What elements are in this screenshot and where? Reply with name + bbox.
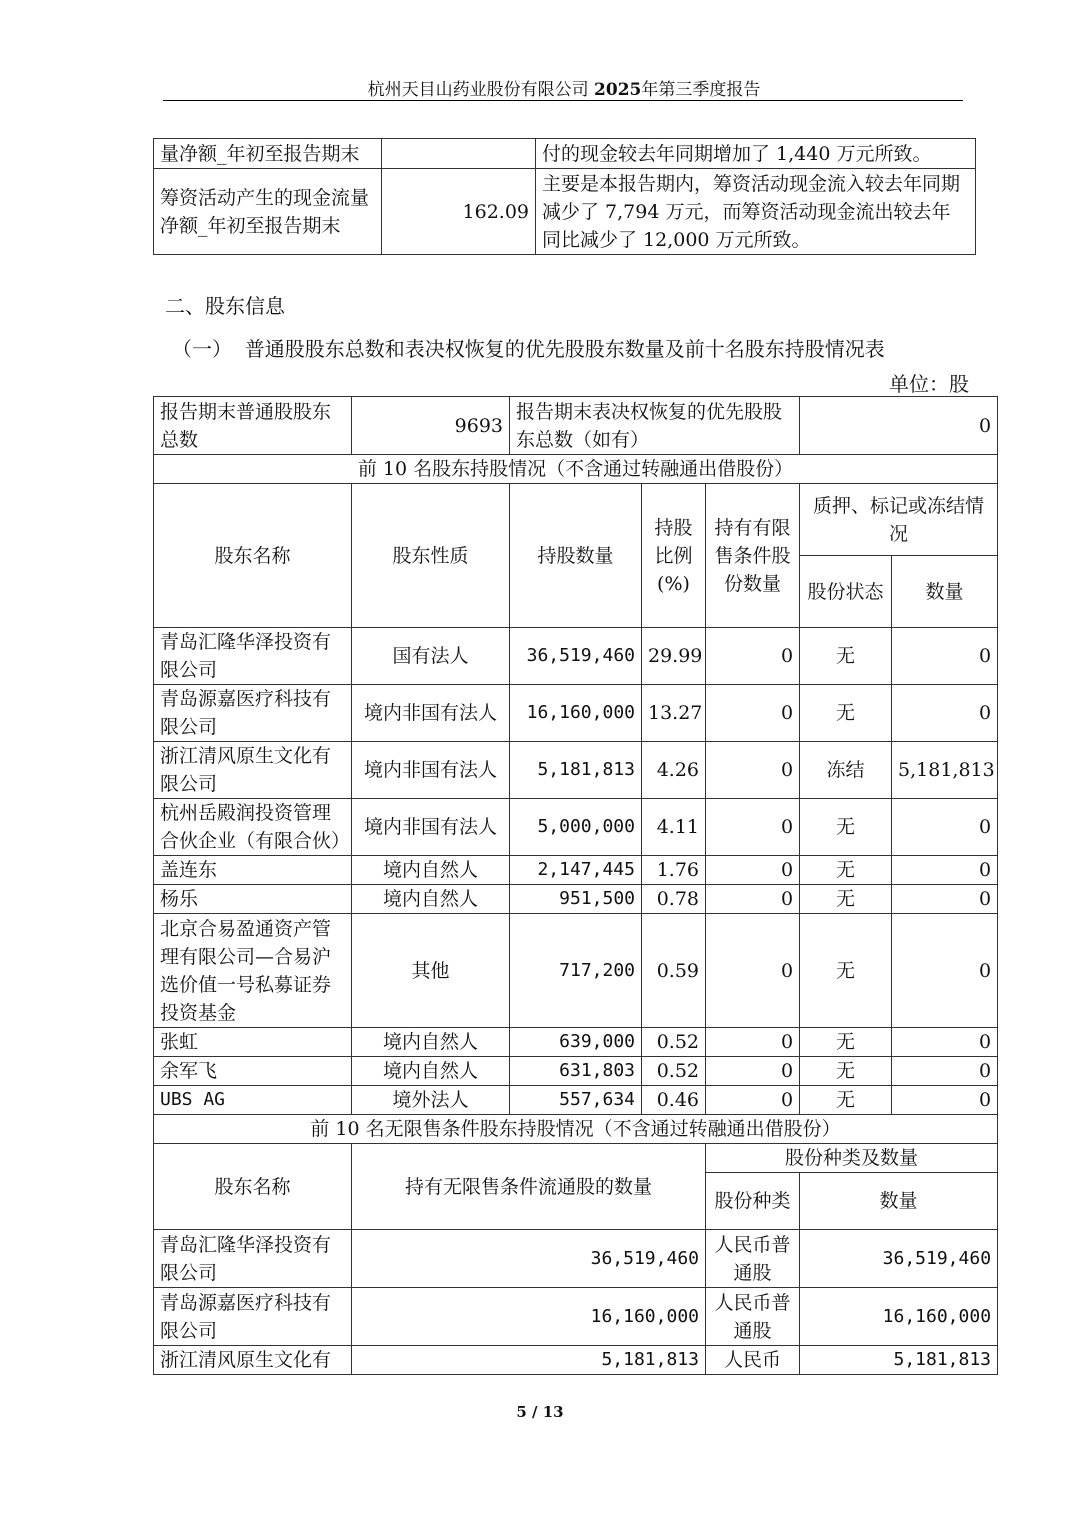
- table-row: [154, 799, 998, 856]
- holder-nature: 境内自然人: [352, 1028, 510, 1057]
- table-row: [154, 856, 998, 885]
- section-title: 二、股东信息: [165, 294, 285, 318]
- total-pages: 13: [542, 1403, 564, 1421]
- holder-shares: 36,519,460: [510, 628, 642, 685]
- holder-status: 无: [800, 885, 892, 914]
- holder-status: 无: [800, 1086, 892, 1115]
- holder-shares: 951,500: [510, 885, 642, 914]
- cashflow-value: [382, 139, 536, 169]
- col-header-ratio: 持股比例(%): [642, 484, 706, 628]
- top10-title: 前 10 名股东持股情况（不含通过转融通出借股份）: [154, 455, 998, 484]
- holder-ratio: 4.26: [642, 742, 706, 799]
- holder-nature: 境外法人: [352, 1086, 510, 1115]
- header-suffix: 年第三季度报告: [641, 80, 761, 100]
- holder-qty: 0: [892, 1028, 998, 1057]
- holder-name: 杭州岳殿润投资管理合伙企业（有限合伙）: [154, 799, 352, 856]
- holder-qty: 0: [892, 885, 998, 914]
- table-row: [154, 1230, 998, 1288]
- cashflow-label: 量净额_年初至报告期末: [154, 139, 382, 169]
- table-row: [154, 1288, 998, 1346]
- holder-qty: 0: [892, 856, 998, 885]
- table-row: [154, 914, 998, 1028]
- common-holders-value: 9693: [352, 397, 510, 455]
- holder-status: 无: [800, 628, 892, 685]
- holder-shares: 639,000: [510, 1028, 642, 1057]
- col-header-pledge: 质押、标记或冻结情况: [800, 484, 998, 556]
- table-row: [154, 1057, 998, 1086]
- holder-ratio: 0.52: [642, 1057, 706, 1086]
- header-company: 杭州天目山药业股份有限公司: [367, 80, 589, 100]
- table-row: [154, 1346, 998, 1375]
- holder-ratio: 4.11: [642, 799, 706, 856]
- holder-nature: 境内自然人: [352, 1057, 510, 1086]
- holder-restricted: 0: [706, 685, 800, 742]
- unr-header-qty: 数量: [800, 1173, 998, 1230]
- holder-ratio: 29.99: [642, 628, 706, 685]
- table-row: [154, 1028, 998, 1057]
- unr-holder-qty: 16,160,000: [800, 1288, 998, 1346]
- holder-name: 青岛源嘉医疗科技有限公司: [154, 685, 352, 742]
- table-row: [154, 742, 998, 799]
- unr-holder-qty: 36,519,460: [800, 1230, 998, 1288]
- holder-name: 余军飞: [154, 1057, 352, 1086]
- holder-restricted: 0: [706, 1086, 800, 1115]
- table-row: [154, 1086, 998, 1115]
- subtitle-number: （一）: [172, 337, 232, 361]
- holder-qty: 5,181,813: [892, 742, 998, 799]
- holder-ratio: 0.78: [642, 885, 706, 914]
- unr-holder-name: 青岛源嘉医疗科技有限公司: [154, 1288, 352, 1346]
- unr-holder-name: 青岛汇隆华泽投资有限公司: [154, 1230, 352, 1288]
- header-rule: [163, 100, 963, 101]
- current-page: 5: [516, 1403, 527, 1421]
- section-row: [154, 1115, 998, 1144]
- col-header-name: 股东名称: [154, 484, 352, 628]
- holder-ratio: 0.52: [642, 1028, 706, 1057]
- holder-status: 冻结: [800, 742, 892, 799]
- holder-name: UBS AG: [154, 1086, 352, 1115]
- col-header-shares: 持股数量: [510, 484, 642, 628]
- shareholder-table: [153, 396, 998, 1375]
- holder-shares: 5,000,000: [510, 799, 642, 856]
- holder-restricted: 0: [706, 628, 800, 685]
- table-row: [154, 685, 998, 742]
- unr-holder-count: 5,181,813: [352, 1346, 706, 1375]
- col-header-nature: 股东性质: [352, 484, 510, 628]
- unr-holder-type: 人民币普通股: [706, 1230, 800, 1288]
- table-row: [154, 139, 976, 169]
- unr-holder-type: 人民币: [706, 1346, 800, 1375]
- holder-status: 无: [800, 1028, 892, 1057]
- holder-restricted: 0: [706, 742, 800, 799]
- unr-holder-name: 浙江清风原生文化有: [154, 1346, 352, 1375]
- col-header-restricted: 持有有限售条件股份数量: [706, 484, 800, 628]
- col-header-qty: 数量: [892, 556, 998, 628]
- holder-ratio: 0.46: [642, 1086, 706, 1115]
- holder-restricted: 0: [706, 1057, 800, 1086]
- subtitle-text: 普通股股东总数和表决权恢复的优先股股东数量及前十名股东持股情况表: [244, 337, 885, 361]
- holder-name: 青岛汇隆华泽投资有限公司: [154, 628, 352, 685]
- holder-nature: 其他: [352, 914, 510, 1028]
- cashflow-label: 筹资活动产生的现金流量净额_年初至报告期末: [154, 169, 382, 255]
- section-row: [154, 455, 998, 484]
- unit-label: 单位：股: [889, 372, 969, 396]
- holder-shares: 557,634: [510, 1086, 642, 1115]
- cashflow-reason: 主要是本报告期内，筹资活动现金流入较去年同期减少了 7,794 万元，而筹资活动现金流出较去年同比减少了 12,000 万元所致。: [536, 169, 976, 255]
- cashflow-table: [153, 138, 976, 255]
- holder-qty: 0: [892, 1086, 998, 1115]
- holder-ratio: 13.27: [642, 685, 706, 742]
- holder-name: 北京合易盈通资产管理有限公司—合易沪选价值一号私募证券投资基金: [154, 914, 352, 1028]
- holder-nature: 境内非国有法人: [352, 742, 510, 799]
- unr-header-type-group: 股份种类及数量: [706, 1144, 998, 1173]
- holder-restricted: 0: [706, 1028, 800, 1057]
- unr-holder-count: 36,519,460: [352, 1230, 706, 1288]
- holder-name: 浙江清风原生文化有限公司: [154, 742, 352, 799]
- holder-nature: 境内非国有法人: [352, 685, 510, 742]
- page-number: 5 / 13: [516, 1403, 564, 1421]
- section-subtitle: [172, 333, 885, 362]
- page-header: [165, 75, 963, 100]
- preferred-holders-value: 0: [800, 397, 998, 455]
- holder-nature: 境内自然人: [352, 885, 510, 914]
- holder-nature: 国有法人: [352, 628, 510, 685]
- holder-qty: 0: [892, 685, 998, 742]
- summary-row: [154, 397, 998, 455]
- unr-header-name: 股东名称: [154, 1144, 352, 1230]
- table-row: [154, 628, 998, 685]
- common-holders-label: 报告期末普通股股东总数: [154, 397, 352, 455]
- holder-status: 无: [800, 856, 892, 885]
- holder-shares: 5,181,813: [510, 742, 642, 799]
- holder-restricted: 0: [706, 856, 800, 885]
- table-row: [154, 885, 998, 914]
- unr-header-count: 持有无限售条件流通股的数量: [352, 1144, 706, 1230]
- unrestricted-title: 前 10 名无限售条件股东持股情况（不含通过转融通出借股份）: [154, 1115, 998, 1144]
- unr-holder-qty: 5,181,813: [800, 1346, 998, 1375]
- holder-status: 无: [800, 1057, 892, 1086]
- unr-holder-type: 人民币普通股: [706, 1288, 800, 1346]
- holder-name: 杨乐: [154, 885, 352, 914]
- holder-status: 无: [800, 685, 892, 742]
- holder-status: 无: [800, 914, 892, 1028]
- holder-status: 无: [800, 799, 892, 856]
- header-row: [154, 484, 998, 556]
- holder-restricted: 0: [706, 799, 800, 856]
- cashflow-reason: 付的现金较去年同期增加了 1,440 万元所致。: [536, 139, 976, 169]
- unr-header-type: 股份种类: [706, 1173, 800, 1230]
- preferred-holders-label: 报告期末表决权恢复的优先股股东总数（如有）: [510, 397, 800, 455]
- holder-ratio: 0.59: [642, 914, 706, 1028]
- col-header-status: 股份状态: [800, 556, 892, 628]
- holder-name: 张虹: [154, 1028, 352, 1057]
- holder-qty: 0: [892, 799, 998, 856]
- holder-qty: 0: [892, 628, 998, 685]
- holder-qty: 0: [892, 1057, 998, 1086]
- holder-ratio: 1.76: [642, 856, 706, 885]
- holder-shares: 717,200: [510, 914, 642, 1028]
- holder-restricted: 0: [706, 914, 800, 1028]
- header-row: [154, 1144, 998, 1173]
- holder-shares: 16,160,000: [510, 685, 642, 742]
- header-year: 2025: [594, 80, 642, 100]
- holder-nature: 境内自然人: [352, 856, 510, 885]
- holder-name: 盖连东: [154, 856, 352, 885]
- holder-restricted: 0: [706, 885, 800, 914]
- holder-qty: 0: [892, 914, 998, 1028]
- unr-holder-count: 16,160,000: [352, 1288, 706, 1346]
- holder-shares: 2,147,445: [510, 856, 642, 885]
- holder-nature: 境内非国有法人: [352, 799, 510, 856]
- holder-shares: 631,803: [510, 1057, 642, 1086]
- table-row: [154, 169, 976, 255]
- cashflow-value: 162.09: [382, 169, 536, 255]
